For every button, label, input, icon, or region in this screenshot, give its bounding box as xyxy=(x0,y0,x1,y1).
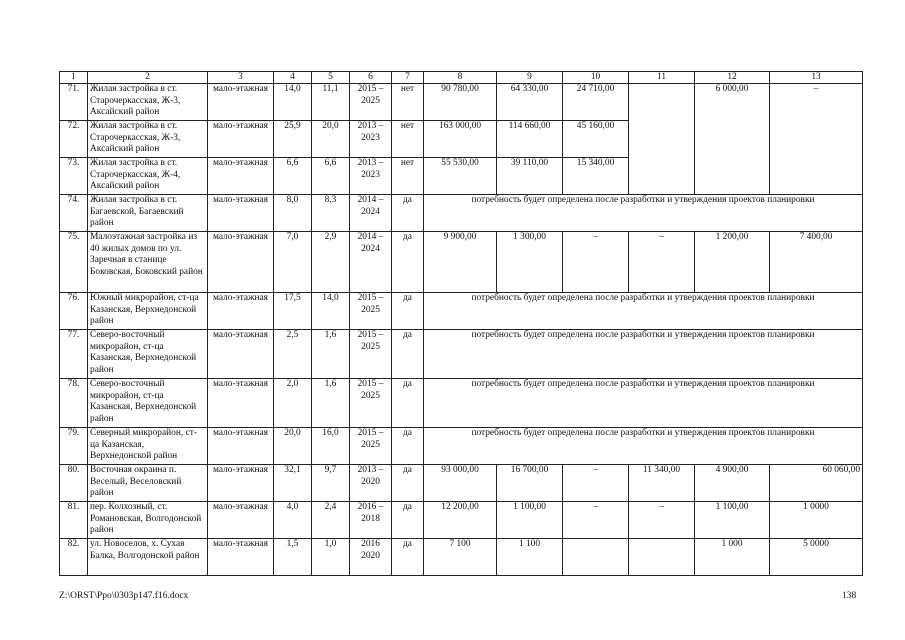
building-type: мало-этажная xyxy=(208,158,274,195)
object-name: Жилая застройка в ст. Багаевской, Багаевский район xyxy=(88,195,208,232)
value-cell: 1 300,00 xyxy=(497,232,563,293)
value-cell: 17,5 xyxy=(274,293,312,330)
object-name: Жилая застройка в ст. Старочеркасская, Ж-3, Аксайский район xyxy=(88,84,208,121)
row-number: 74. xyxy=(60,195,88,232)
value-cell: 2,5 xyxy=(274,330,312,379)
table-row xyxy=(60,379,863,428)
value-cell: 64 330,00 xyxy=(497,84,563,121)
value-cell: 114 660,00 xyxy=(497,121,563,158)
period-cell: 2013 – 2023 xyxy=(350,121,392,158)
value-cell: 6,6 xyxy=(274,158,312,195)
row-number: 75. xyxy=(60,232,88,293)
value-cell: 1,6 xyxy=(312,379,350,428)
col-header: 7 xyxy=(392,72,424,84)
value-cell: 20,0 xyxy=(312,121,350,158)
value-cell: – xyxy=(563,465,629,502)
building-type: мало-этажная xyxy=(208,330,274,379)
value-cell: 24 710,00 xyxy=(563,84,629,121)
value-cell: 45 160,00 xyxy=(563,121,629,158)
period-cell: 2016 – 2018 xyxy=(350,502,392,539)
value-cell: 9,7 xyxy=(312,465,350,502)
value-cell: 1,6 xyxy=(312,330,350,379)
object-name: пер. Колхозный, ст. Романовская, Волгодонской район xyxy=(88,502,208,539)
value-cell: 1 100,00 xyxy=(695,502,770,539)
col-header: 3 xyxy=(208,72,274,84)
period-cell: 2015 – 2025 xyxy=(350,379,392,428)
row-number: 78. xyxy=(60,379,88,428)
value-cell: – xyxy=(629,232,695,293)
file-path: Z:\ORST\Ppo\0303p147.f16.docx xyxy=(59,591,189,601)
value-cell: 6,6 xyxy=(312,158,350,195)
table-header-row xyxy=(60,72,863,84)
value-cell: 39 110,00 xyxy=(497,158,563,195)
flag-cell: да xyxy=(392,195,424,232)
building-type: мало-этажная xyxy=(208,379,274,428)
building-type: мало-этажная xyxy=(208,465,274,502)
object-name: Малоэтажная застройка из 40 жилых домов по ул. Заречная в станице Боковская, Боковский район xyxy=(88,232,208,293)
building-type: мало-этажная xyxy=(208,428,274,465)
value-cell: 20,0 xyxy=(274,428,312,465)
building-type: мало-этажная xyxy=(208,121,274,158)
col-header: 6 xyxy=(350,72,392,84)
row-number: 79. xyxy=(60,428,88,465)
value-cell xyxy=(629,539,695,576)
table-row xyxy=(60,428,863,465)
col-header: 8 xyxy=(424,72,497,84)
building-type: мало-этажная xyxy=(208,539,274,576)
value-cell: 12 200,00 xyxy=(424,502,497,539)
value-cell: 1 000 xyxy=(695,539,770,576)
value-cell xyxy=(629,84,695,195)
object-name: Северный микрорайон, ст-ца Казанская, Верхнедонской район xyxy=(88,428,208,465)
period-cell: 2014 – 2024 xyxy=(350,232,392,293)
col-header: 1 xyxy=(60,72,88,84)
value-cell: 16 700,00 xyxy=(497,465,563,502)
flag-cell: да xyxy=(392,379,424,428)
col-header: 2 xyxy=(88,72,208,84)
requirement-note: потребность будет определена после разработки и утверждения проектов планировки xyxy=(424,379,863,428)
object-name: Жилая застройка в ст. Старочеркасская, Ж-3, Аксайский район xyxy=(88,121,208,158)
value-cell: 1,0 xyxy=(312,539,350,576)
period-cell: 2013 – 2023 xyxy=(350,158,392,195)
value-cell: 32,1 xyxy=(274,465,312,502)
row-number: 80. xyxy=(60,465,88,502)
value-cell: 7 100 xyxy=(424,539,497,576)
value-cell: 60 060,00 xyxy=(770,465,863,502)
requirement-note: потребность будет определена после разработки и утверждения проектов планировки xyxy=(424,428,863,465)
value-cell: 1,5 xyxy=(274,539,312,576)
period-cell: 2016 2020 xyxy=(350,539,392,576)
value-cell: 55 530,00 xyxy=(424,158,497,195)
value-cell: 90 780,00 xyxy=(424,84,497,121)
value-cell: 1 0000 xyxy=(770,502,863,539)
object-name: Северо-восточный микрорайон, ст-ца Казанская, Верхнедонской район xyxy=(88,379,208,428)
requirement-note: потребность будет определена после разработки и утверждения проектов планировки xyxy=(424,293,863,330)
document-table xyxy=(59,71,863,576)
value-cell xyxy=(563,539,629,576)
flag-cell: нет xyxy=(392,158,424,195)
col-header: 11 xyxy=(629,72,695,84)
period-cell: 2015 – 2025 xyxy=(350,330,392,379)
flag-cell: да xyxy=(392,465,424,502)
row-number: 72. xyxy=(60,121,88,158)
row-number: 82. xyxy=(60,539,88,576)
flag-cell: нет xyxy=(392,121,424,158)
flag-cell: да xyxy=(392,232,424,293)
object-name: ул. Новоселов, х. Сухая Балка, Волгодонской район xyxy=(88,539,208,576)
value-cell: 2,4 xyxy=(312,502,350,539)
page-number: 138 xyxy=(842,591,857,601)
value-cell: – xyxy=(629,502,695,539)
table-row xyxy=(60,232,863,293)
building-type: мало-этажная xyxy=(208,293,274,330)
period-cell: 2015 – 2025 xyxy=(350,84,392,121)
object-name: Южный микрорайон, ст-ца Казанская, Верхнедонской район xyxy=(88,293,208,330)
object-name: Жилая застройка в ст. Старочеркасская, Ж-4, Аксайский район xyxy=(88,158,208,195)
value-cell: 16,0 xyxy=(312,428,350,465)
table-row xyxy=(60,330,863,379)
building-type: мало-этажная xyxy=(208,195,274,232)
col-header: 5 xyxy=(312,72,350,84)
flag-cell: да xyxy=(392,293,424,330)
table-row xyxy=(60,84,863,121)
row-number: 81. xyxy=(60,502,88,539)
period-cell: 2015 – 2025 xyxy=(350,428,392,465)
building-type: мало-этажная xyxy=(208,232,274,293)
value-cell: – xyxy=(770,84,863,195)
value-cell: 7,0 xyxy=(274,232,312,293)
value-cell: 15 340,00 xyxy=(563,158,629,195)
value-cell: 8,0 xyxy=(274,195,312,232)
table-row xyxy=(60,502,863,539)
value-cell: 1 200,00 xyxy=(695,232,770,293)
value-cell: – xyxy=(563,232,629,293)
value-cell: 11 340,00 xyxy=(629,465,695,502)
table-row xyxy=(60,539,863,576)
flag-cell: да xyxy=(392,428,424,465)
building-type: мало-этажная xyxy=(208,84,274,121)
period-cell: 2014 – 2024 xyxy=(350,195,392,232)
row-number: 76. xyxy=(60,293,88,330)
object-name: Восточная окраина п. Веселый, Веселовский район xyxy=(88,465,208,502)
value-cell: 25,9 xyxy=(274,121,312,158)
col-header: 4 xyxy=(274,72,312,84)
value-cell: 1 100,00 xyxy=(497,502,563,539)
value-cell: 14,0 xyxy=(312,293,350,330)
value-cell: 2,0 xyxy=(274,379,312,428)
value-cell: 11,1 xyxy=(312,84,350,121)
value-cell: 7 400,00 xyxy=(770,232,863,293)
value-cell: 1 100 xyxy=(497,539,563,576)
col-header: 12 xyxy=(695,72,770,84)
table-row xyxy=(60,293,863,330)
requirement-note: потребность будет определена после разработки и утверждения проектов планировки xyxy=(424,195,863,232)
value-cell: 93 000,00 xyxy=(424,465,497,502)
table-row xyxy=(60,465,863,502)
value-cell: 2,9 xyxy=(312,232,350,293)
flag-cell: да xyxy=(392,539,424,576)
flag-cell: да xyxy=(392,330,424,379)
flag-cell: нет xyxy=(392,84,424,121)
col-header: 10 xyxy=(563,72,629,84)
value-cell: 8,3 xyxy=(312,195,350,232)
value-cell: 6 000,00 xyxy=(695,84,770,195)
col-header: 13 xyxy=(770,72,863,84)
value-cell: 5 0000 xyxy=(770,539,863,576)
period-cell: 2013 – 2020 xyxy=(350,465,392,502)
requirement-note: потребность будет определена после разработки и утверждения проектов планировки xyxy=(424,330,863,379)
row-number: 77. xyxy=(60,330,88,379)
flag-cell: да xyxy=(392,502,424,539)
row-number: 73. xyxy=(60,158,88,195)
col-header: 9 xyxy=(497,72,563,84)
row-number: 71. xyxy=(60,84,88,121)
value-cell: 4,0 xyxy=(274,502,312,539)
value-cell: 163 000,00 xyxy=(424,121,497,158)
value-cell: 4 900,00 xyxy=(695,465,770,502)
period-cell: 2015 – 2025 xyxy=(350,293,392,330)
object-name: Северо-восточный микрорайон, ст-ца Казанская, Верхнедонской район xyxy=(88,330,208,379)
value-cell: 9 900,00 xyxy=(424,232,497,293)
value-cell: 14,0 xyxy=(274,84,312,121)
value-cell: – xyxy=(563,502,629,539)
table-row xyxy=(60,195,863,232)
building-type: мало-этажная xyxy=(208,502,274,539)
